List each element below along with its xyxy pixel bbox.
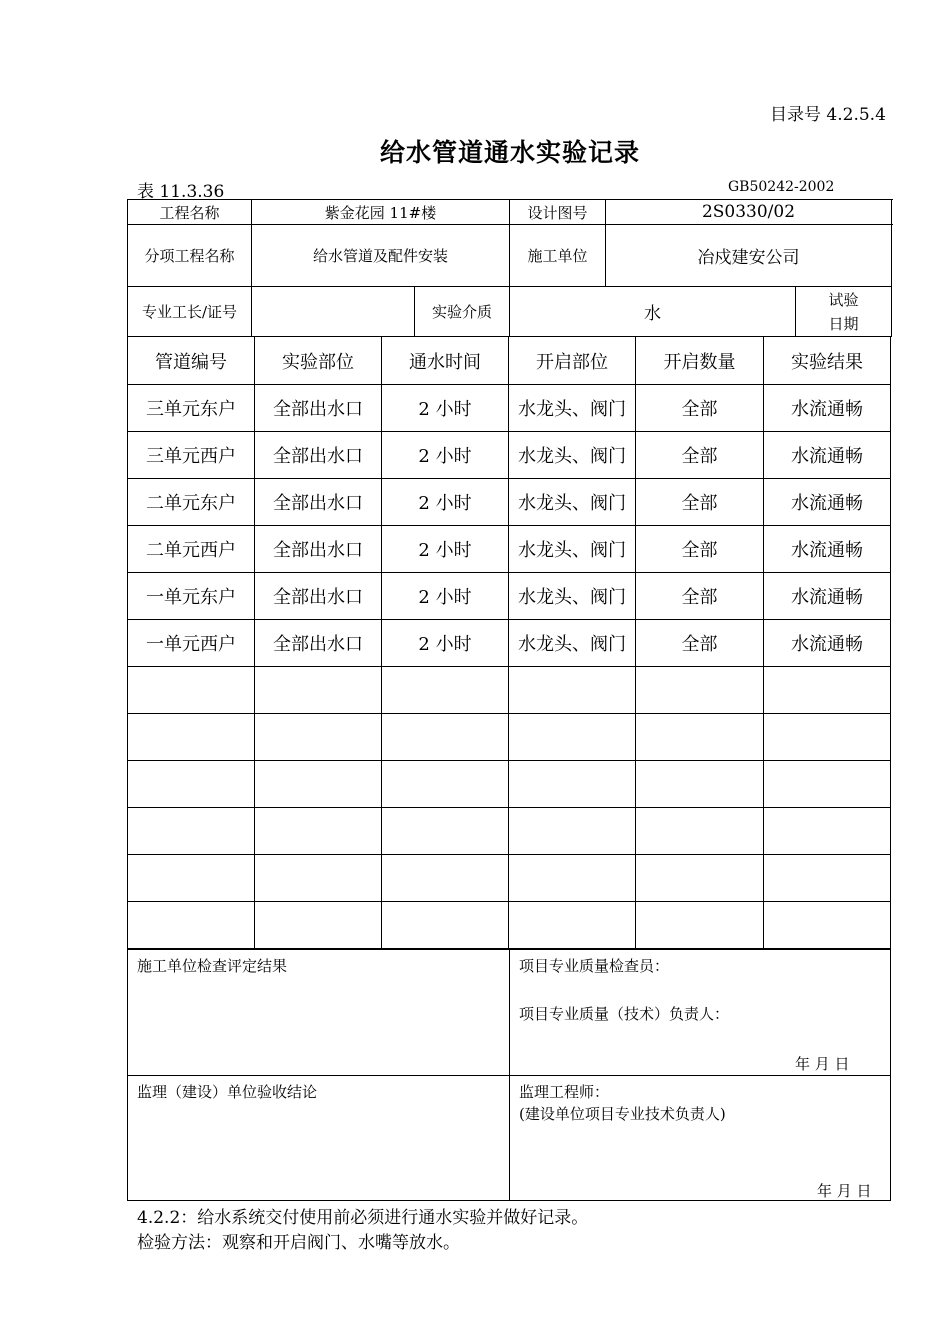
- table-cell: [509, 855, 636, 902]
- table-cell: 水流通畅: [764, 479, 891, 526]
- test-date-label-line2: 日期: [828, 314, 859, 333]
- table-cell: [509, 902, 636, 949]
- table-cell: [764, 667, 891, 714]
- table-cell: [636, 667, 764, 714]
- note-line-1: 4.2.2：给水系统交付使用前必须进行通水实验并做好记录。: [137, 1208, 589, 1228]
- table-cell: 水龙头、阀门: [509, 573, 636, 620]
- table-cell: 水流通畅: [764, 385, 891, 432]
- table-cell: 全部出水口: [255, 432, 382, 479]
- table-cell: 二单元东户: [128, 479, 255, 526]
- contractor-label: 施工单位: [510, 225, 606, 287]
- page-title: 给水管道通水实验记录: [379, 138, 640, 167]
- signature-table: [127, 949, 891, 1201]
- table-cell: 水流通畅: [764, 526, 891, 573]
- column-header: 开启部位: [509, 337, 636, 385]
- project-name-label: 工程名称: [128, 200, 252, 225]
- design-drawing-label: 设计图号: [510, 200, 606, 225]
- date-label: 年 月 日: [795, 1055, 850, 1073]
- table-cell: [636, 808, 764, 855]
- table-cell: 2 小时: [382, 385, 509, 432]
- design-drawing-value: 2S0330/02: [606, 200, 892, 225]
- foreman-label: 专业工长/证号: [128, 287, 252, 337]
- table-cell: [764, 714, 891, 761]
- table-cell: 全部出水口: [255, 620, 382, 667]
- contractor-result-label: 施工单位检查评定结果: [137, 957, 288, 975]
- foreman-value: [252, 287, 415, 337]
- table-cell: 全部出水口: [255, 526, 382, 573]
- quality-lead-label: 项目专业质量（技术）负责人：: [519, 1005, 730, 1023]
- table-row: [128, 385, 891, 432]
- sub-project-label: 分项工程名称: [128, 225, 252, 287]
- medium-value: 水: [510, 287, 796, 337]
- supervision-sign-cell: [510, 1076, 891, 1201]
- table-cell: [128, 902, 255, 949]
- table-row: [128, 855, 891, 902]
- note-line-2: 检验方法：观察和开启阀门、水嘴等放水。: [137, 1233, 460, 1253]
- table-cell: [764, 808, 891, 855]
- table-cell: [764, 855, 891, 902]
- owner-lead-label: (建设单位项目专业技术负责人): [519, 1105, 726, 1123]
- table-row: [128, 761, 891, 808]
- table-row: [128, 573, 891, 620]
- table-cell: 全部: [636, 479, 764, 526]
- table-cell: [382, 714, 509, 761]
- table-cell: [382, 761, 509, 808]
- table-cell: [636, 761, 764, 808]
- table-cell: [255, 667, 382, 714]
- table-cell: [509, 714, 636, 761]
- table-row: [128, 667, 891, 714]
- table-cell: [636, 714, 764, 761]
- record-table: [127, 336, 891, 949]
- table-cell: 三单元东户: [128, 385, 255, 432]
- table-cell: 二单元西户: [128, 526, 255, 573]
- quality-inspector-label: 项目专业质量检查员：: [519, 957, 670, 975]
- table-cell: [636, 902, 764, 949]
- table-cell: 2 小时: [382, 526, 509, 573]
- table-cell: 水龙头、阀门: [509, 526, 636, 573]
- table-cell: [128, 808, 255, 855]
- table-cell: 水龙头、阀门: [509, 620, 636, 667]
- table-row: [128, 808, 891, 855]
- table-cell: 一单元东户: [128, 573, 255, 620]
- table-cell: 全部: [636, 385, 764, 432]
- table-cell: 全部: [636, 573, 764, 620]
- table-row: [128, 620, 891, 667]
- table-cell: 2 小时: [382, 432, 509, 479]
- table-cell: 水龙头、阀门: [509, 479, 636, 526]
- column-header: 通水时间: [382, 337, 509, 385]
- table-cell: 全部: [636, 526, 764, 573]
- column-header: 开启数量: [636, 337, 764, 385]
- project-name-value: 紫金花园 11#楼: [252, 200, 510, 225]
- table-cell: 2 小时: [382, 573, 509, 620]
- test-date-label-line1: 试验: [828, 290, 859, 309]
- table-cell: [509, 667, 636, 714]
- table-cell: 水流通畅: [764, 432, 891, 479]
- table-cell: 全部出水口: [255, 479, 382, 526]
- table-cell: [509, 808, 636, 855]
- contractor-sign-cell: [510, 950, 891, 1076]
- column-header: 实验部位: [255, 337, 382, 385]
- table-cell: [636, 855, 764, 902]
- supervision-result-label: 监理（建设）单位验收结论: [137, 1083, 318, 1101]
- table-cell: 水龙头、阀门: [509, 385, 636, 432]
- table-cell: [128, 855, 255, 902]
- column-header: 管道编号: [128, 337, 255, 385]
- table-cell: [255, 761, 382, 808]
- standard-code: GB50242-2002: [728, 179, 835, 195]
- table-row: [128, 902, 891, 949]
- table-cell: [382, 808, 509, 855]
- table-cell: 全部: [636, 620, 764, 667]
- test-date-label: [796, 287, 892, 337]
- table-cell: 2 小时: [382, 479, 509, 526]
- table-cell: 2 小时: [382, 620, 509, 667]
- catalog-number: 目录号 4.2.5.4: [770, 105, 886, 125]
- table-cell: [255, 808, 382, 855]
- table-row: [128, 479, 891, 526]
- table-cell: [128, 667, 255, 714]
- table-row: [128, 714, 891, 761]
- table-cell: [255, 855, 382, 902]
- table-number: 表 11.3.36: [137, 182, 225, 202]
- supervisor-label: 监理工程师：: [519, 1083, 610, 1101]
- column-header: 实验结果: [764, 337, 891, 385]
- table-cell: [382, 855, 509, 902]
- table-cell: 水流通畅: [764, 573, 891, 620]
- table-cell: [509, 761, 636, 808]
- table-cell: [255, 902, 382, 949]
- table-cell: 全部出水口: [255, 573, 382, 620]
- table-cell: [255, 714, 382, 761]
- table-cell: [128, 714, 255, 761]
- table-cell: 三单元西户: [128, 432, 255, 479]
- contractor-value: 冶戍建安公司: [606, 225, 892, 287]
- table-cell: [764, 902, 891, 949]
- medium-label: 实验介质: [415, 287, 510, 337]
- table-cell: 全部: [636, 432, 764, 479]
- table-cell: [128, 761, 255, 808]
- table-cell: [382, 667, 509, 714]
- table-cell: 水龙头、阀门: [509, 432, 636, 479]
- sub-project-value: 给水管道及配件安装: [252, 225, 510, 287]
- table-cell: 全部出水口: [255, 385, 382, 432]
- table-cell: 水流通畅: [764, 620, 891, 667]
- table-row: [128, 526, 891, 573]
- table-cell: [764, 761, 891, 808]
- date-label: 年 月 日: [817, 1182, 872, 1200]
- column-header-row: [128, 337, 891, 385]
- contractor-result-cell: [128, 950, 510, 1076]
- supervision-result-cell: [128, 1076, 510, 1201]
- header-table: [127, 199, 892, 337]
- table-cell: 一单元西户: [128, 620, 255, 667]
- table-row: [128, 432, 891, 479]
- table-cell: [382, 902, 509, 949]
